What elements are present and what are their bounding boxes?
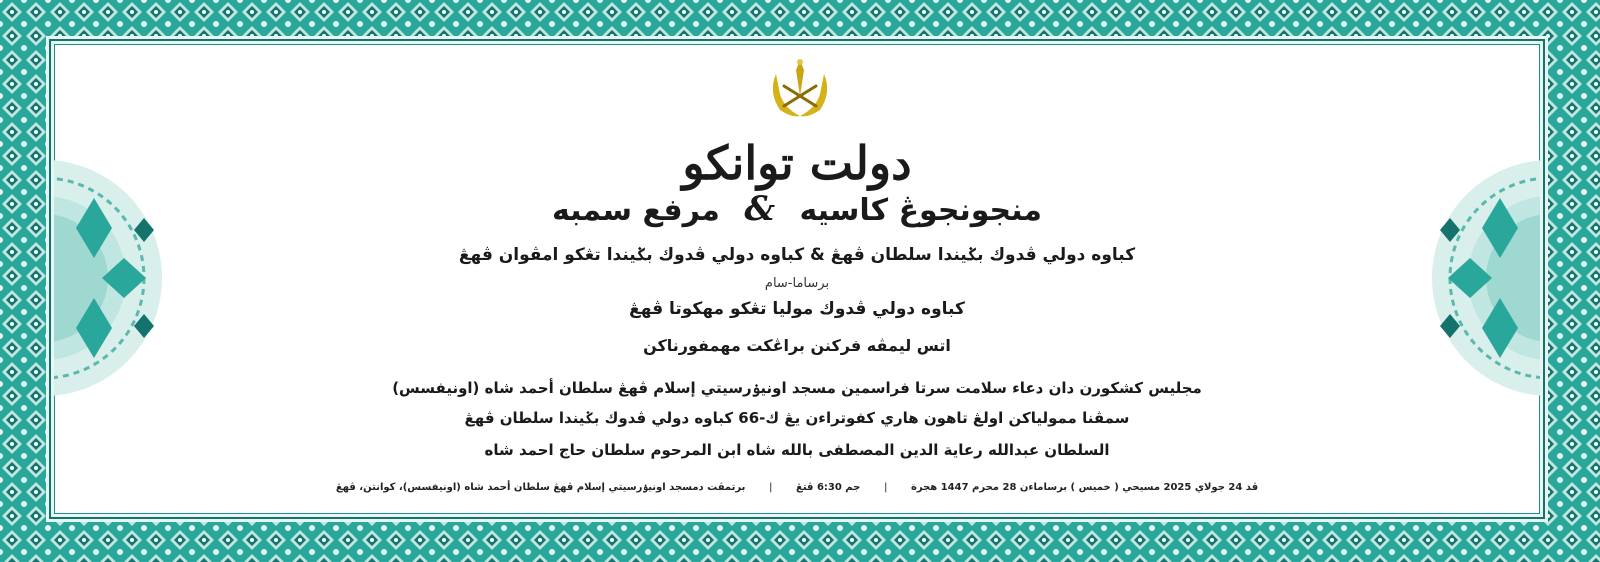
subtitle bbox=[54, 189, 1540, 229]
invitation-content bbox=[54, 44, 1540, 514]
separator: | bbox=[768, 482, 773, 493]
ampersand: & bbox=[744, 189, 776, 229]
event-line-2: سمڤنا ممولياكن اولڠ تاهون هاري كفوترا‌ءن يڠ ك-66 كباوه دولي ڤدوك بݢيندا سلطان ڤهڠ bbox=[464, 409, 1130, 427]
hosts-line: كباوه دولي ڤدوك بݢيندا سلطان ڤهڠ & كباوه دولي ڤدوك بݢيندا تڠكو امڤوان ڤهڠ bbox=[458, 245, 1136, 265]
event-venue: برتمڤت دمسجد اونيۏرسيتي إسلام ڤهڠ سلطان أحمد شاه (اونيفسس)، كوانتن، ڤهڠ bbox=[335, 482, 746, 493]
event-line-3: السلطان عبدالله رعاية الدين المصطفى بالله شاه ابن المرحوم سلطان حاج احمد شاه bbox=[484, 441, 1110, 459]
subtitle-right: منجونجوڠ كاسيه bbox=[799, 193, 1043, 228]
event-date: ڤد 24 جولاي 2025 مسيحي ( خميس ) برساماءن 28 محرم 1447 هجرة bbox=[910, 482, 1259, 493]
together-with-text: برساما-سام bbox=[764, 276, 830, 291]
page-title: دولت توانكو bbox=[682, 136, 912, 190]
event-time: جم 6:30 ڤتڠ bbox=[795, 482, 861, 493]
invitation-text: اتس ليمڤه فركنن براڠكت مهمفورناكن bbox=[643, 336, 951, 355]
guest-line: كباوه دولي ڤدوك موليا تڠكو مهكوتا ڤهڠ bbox=[629, 299, 965, 319]
subtitle-left: مرفع سمبه bbox=[551, 193, 720, 228]
event-details bbox=[54, 482, 1540, 493]
separator: | bbox=[883, 482, 888, 493]
event-line-1: مجليس كشكورن دان دعاء سلامت سرتا فراسمين مسجد اونيۏرسيتي إسلام ڤهڠ سلطان أحمد شاه (اونيفسس) bbox=[392, 379, 1202, 397]
